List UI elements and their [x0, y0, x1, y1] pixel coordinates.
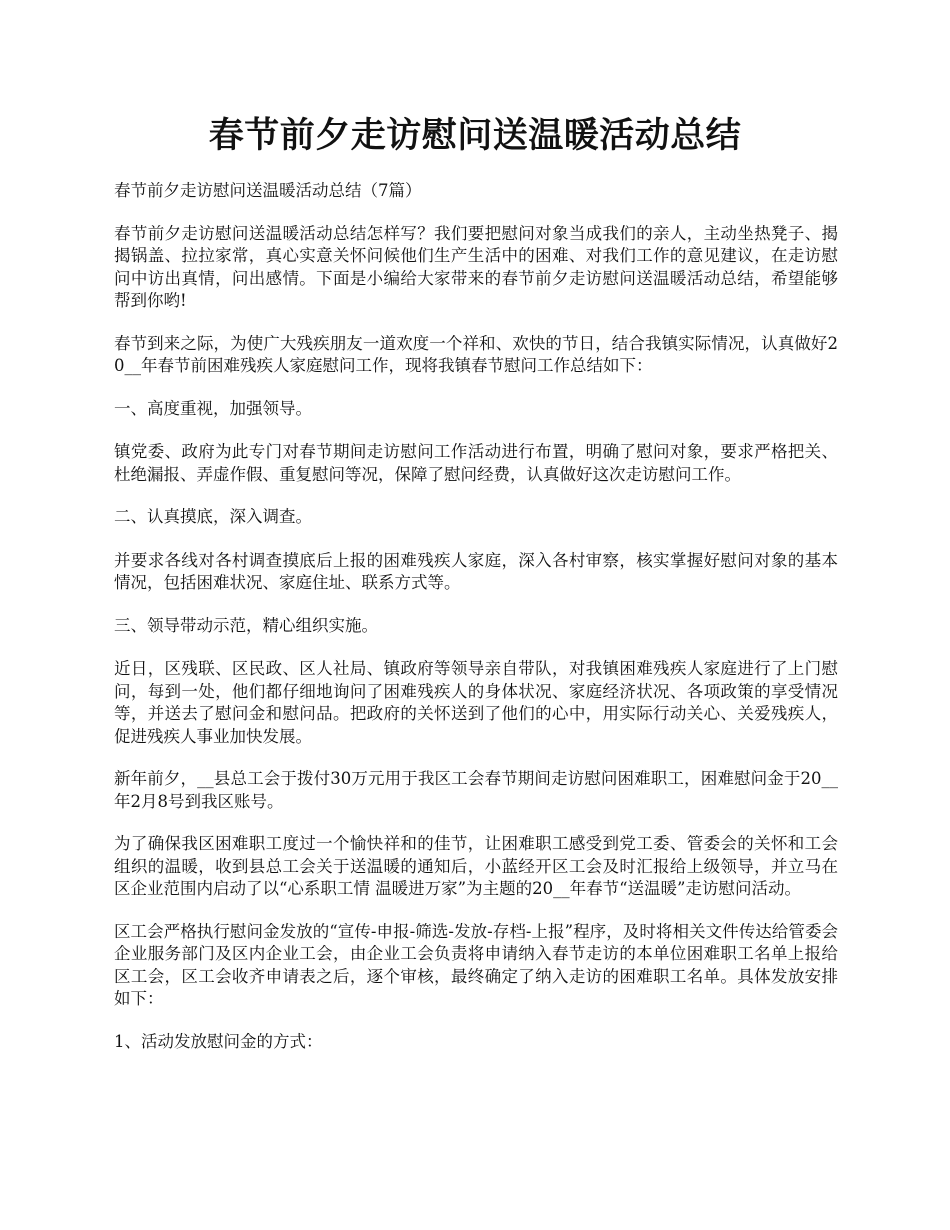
body-paragraph: 为了确保我区困难职工度过一个愉快祥和的佳节，让困难职工感受到党工委、管委会的关怀和工会组织的温暖，收到县总工会关于送温暖的通知后，小蓝经开区工会及时汇报给上级领导，并立马在区企业范围内启动了以“心系职工情 温暖进万家”为主题的20__年春节“送温暖”走访慰问活动。 [114, 834, 838, 898]
body-paragraph: 春节到来之际，为使广大残疾朋友一道欢度一个祥和、欢快的节日，结合我镇实际情况，认真做好20__年春节前困难残疾人家庭慰问工作，现将我镇春节慰问工作总结如下： [114, 333, 838, 375]
intro-paragraph: 春节前夕走访慰问送温暖活动总结怎样写？我们要把慰问对象当成我们的亲人，主动坐热凳子、揭揭锅盖、拉拉家常，真心实意关怀问候他们生产生活中的困难、对我们工作的意见建议，在走访慰问中访出真情，问出感情。下面是小编给大家带来的春节前夕走访慰问送温暖活动总结，希望能够帮到你哟! [114, 223, 838, 310]
document-body [114, 180, 838, 1074]
section-heading: 1、活动发放慰问金的方式： [114, 1031, 323, 1051]
section-heading: 三、领导带动示范，精心组织实施。 [114, 615, 378, 635]
section-heading: 一、高度重视，加强领导。 [114, 398, 312, 418]
body-paragraph: 并要求各线对各村调查摸底后上报的困难残疾人家庭，深入各村审察，核实掌握好慰问对象的基本情况，包括困难状况、家庭住址、联系方式等。 [114, 550, 838, 592]
body-paragraph: 镇党委、政府为此专门对春节期间走访慰问工作活动进行布置，明确了慰问对象，要求严格把关、杜绝漏报、弄虚作假、重复慰问等况，保障了慰问经费，认真做好这次走访慰问工作。 [114, 442, 838, 484]
section-heading: 二、认真摸底，深入调查。 [114, 507, 312, 526]
body-paragraph: 近日，区残联、区民政、区人社局、镇政府等领导亲自带队，对我镇困难残疾人家庭进行了上门慰问，每到一处，他们都仔细地询问了困难残疾人的身体状况、家庭经济状况、各项政策的享受情况等，并送去了慰问金和慰问品。把政府的关怀送到了他们的心中，用实际行动关心、关爱残疾人，促进残疾人事业加快发展。 [114, 659, 838, 746]
document-title: 春节前夕走访慰问送温暖活动总结 [208, 115, 742, 156]
subtitle-paragraph: 春节前夕走访慰问送温暖活动总结（7篇） [114, 181, 422, 200]
body-paragraph: 新年前夕，__县总工会于拨付30万元用于我区工会春节期间走访慰问困难职工，困难慰问金于20__年2月8号到我区账号。 [114, 769, 838, 811]
body-paragraph: 区工会严格执行慰问金发放的“宣传-申报-筛选-发放-存档-上报”程序，及时将相关文件传达给管委会企业服务部门及区内企业工会，由企业工会负责将申请纳入春节走访的本单位困难职工名单上报给区工会，区工会收齐申请表之后，逐个审核，最终确定了纳入走访的困难职工名单。具体发放安排如下： [114, 921, 838, 1008]
